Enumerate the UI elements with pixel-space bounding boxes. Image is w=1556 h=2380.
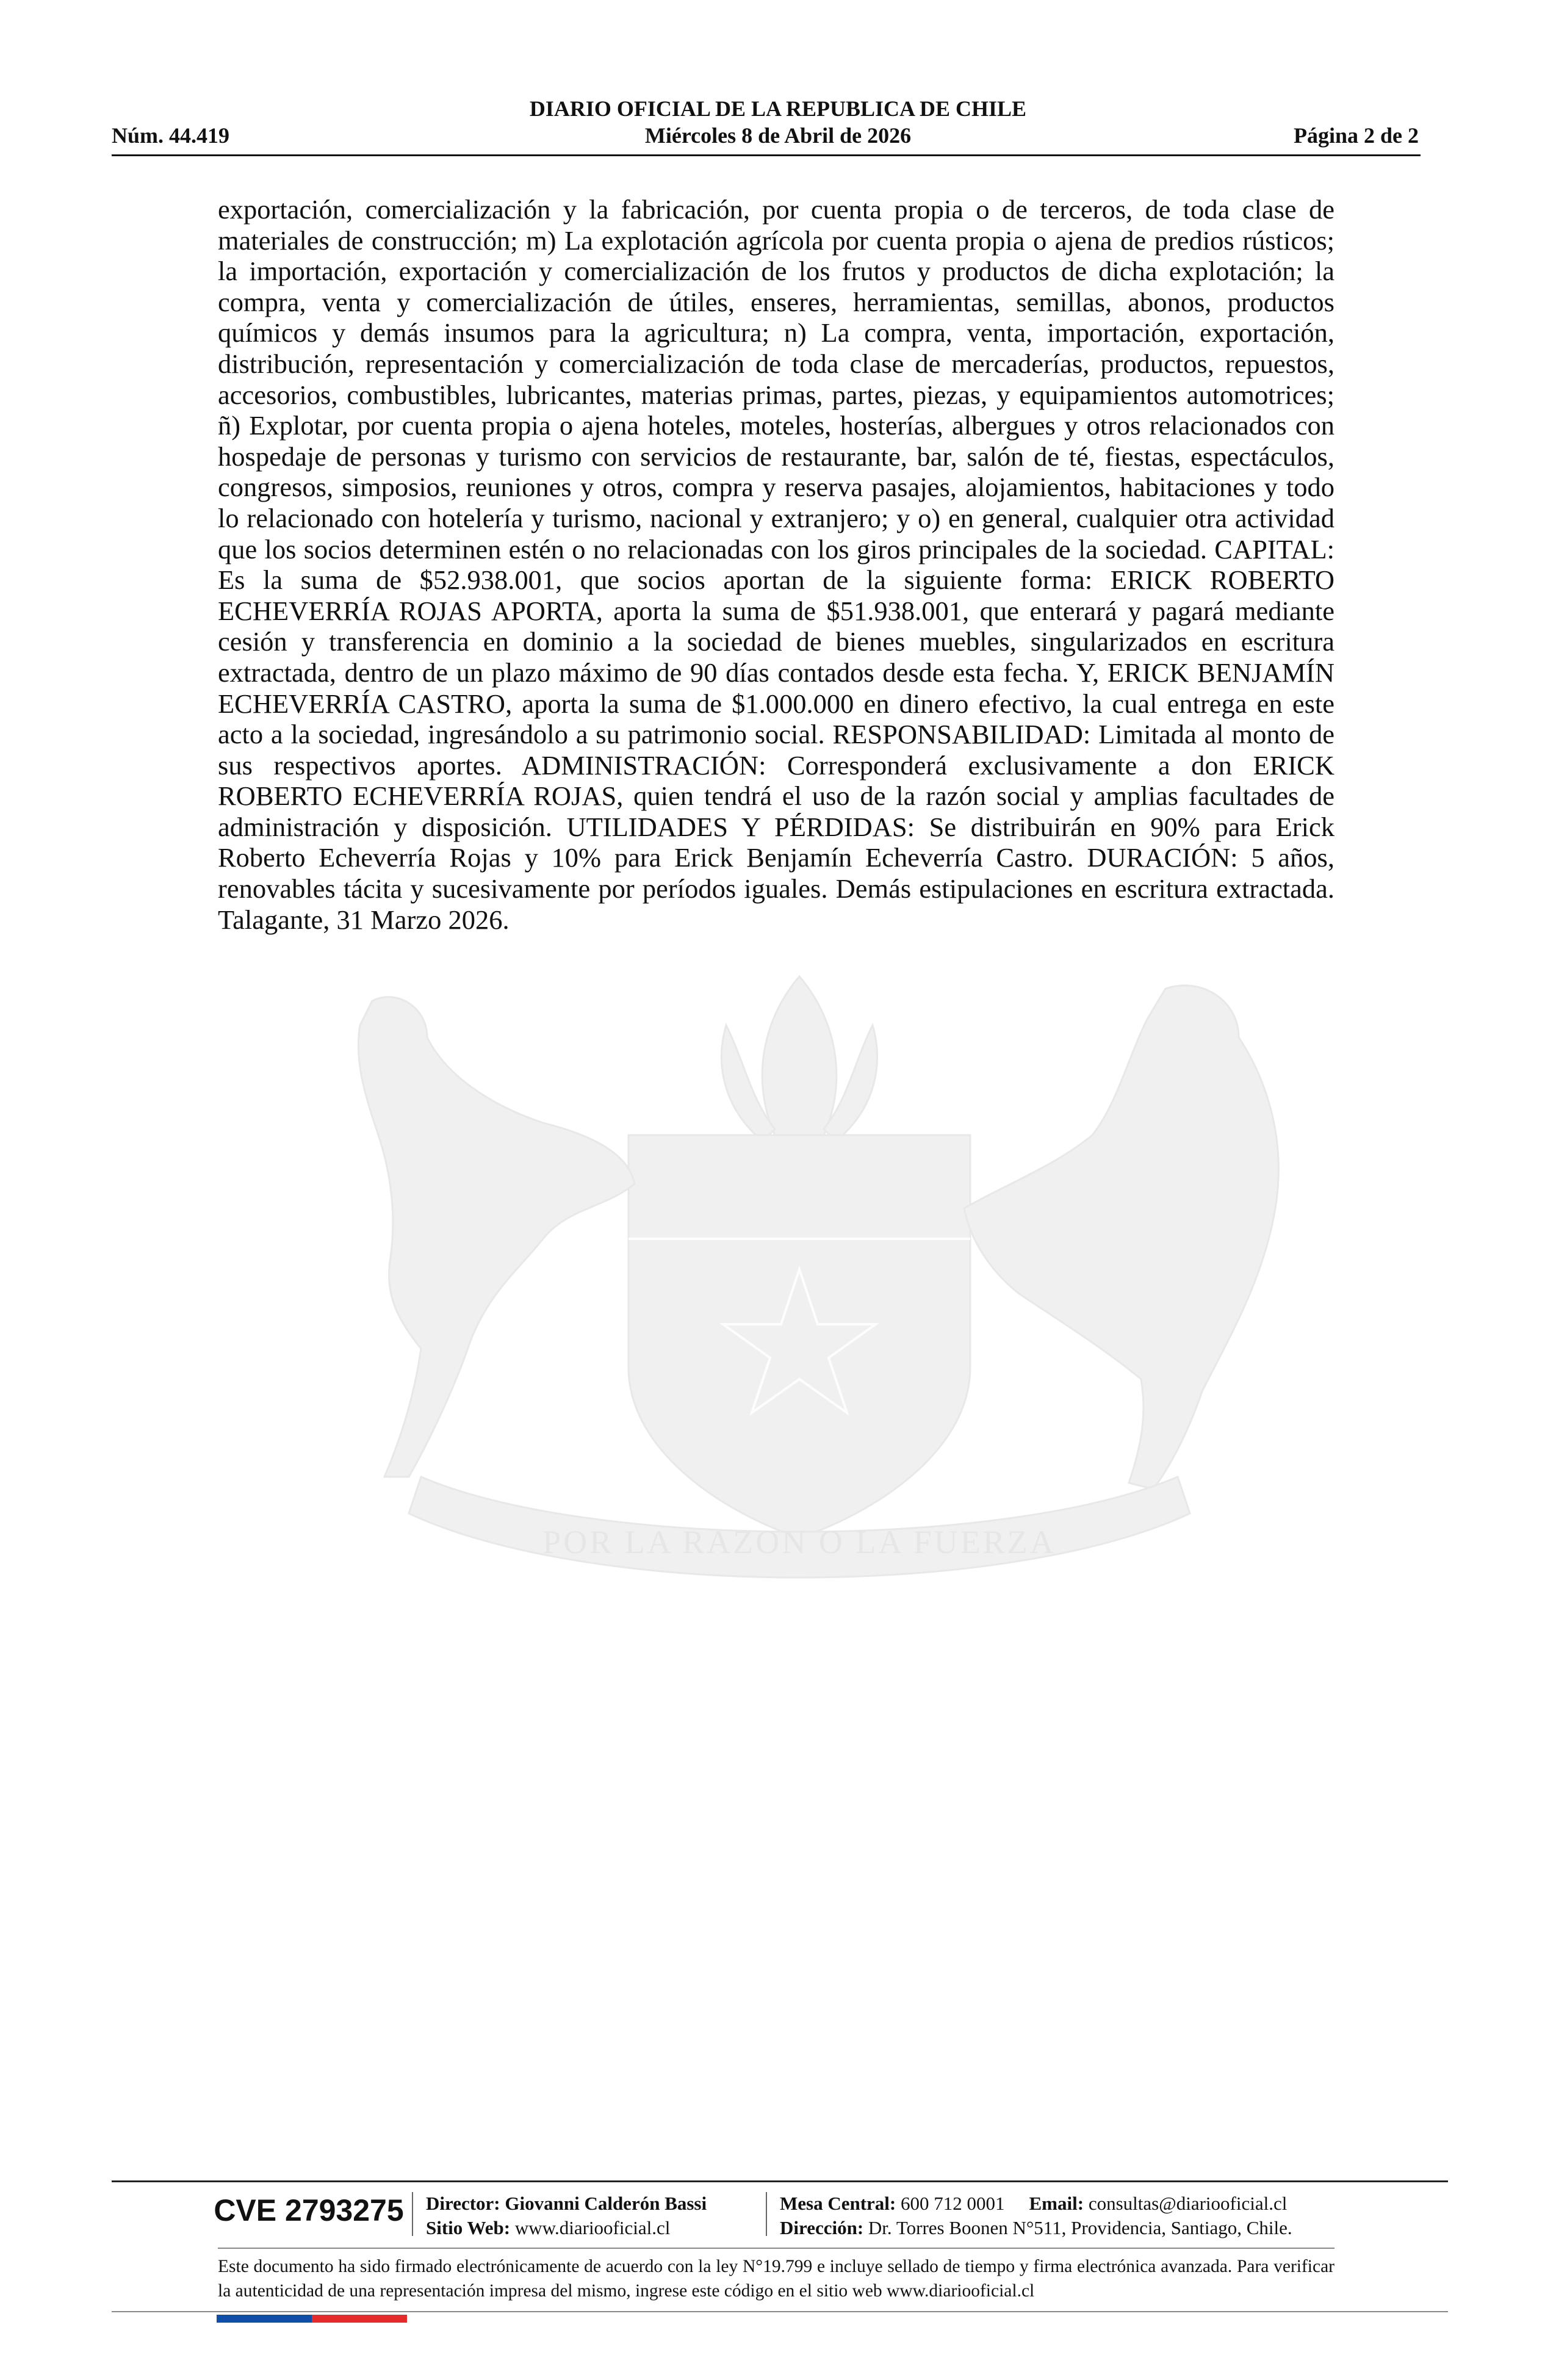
- newspaper-title: DIARIO OFICIAL DE LA REPUBLICA DE CHILE: [529, 96, 1027, 121]
- publication-body: exportación, comercialización y la fabricación, por cuenta propia o de terceros, de toda clase de materiales de construcción; m) La explotación agrícola por cuenta propia o ajena de predios rústicos; la importación, exportación y comercialización de los frutos y productos de dicha explotación; la compra, venta y comercialización de útiles, enseres, herramientas, semillas, abonos, productos químicos y demás insumos para la agricultura; n) La compra, venta, importación, exportación, distribución, representación y comercialización de toda clase de mercaderías, productos, repuestos, accesorios, combustibles, lubricantes, materias primas, partes, piezas, y equipamientos automotrices; ñ) Explotar, por cuenta propia o ajena hoteles, moteles, hosterías, albergues y otros relacionados con hospedaje de personas y turismo con servicios de restaurante, bar, salón de té, fiestas, espectáculos, congresos, simposios, reuniones y otros, compra y reserva pasajes, alojamientos, habitaciones y todo lo relacionado con hotelería y turismo, nacional y extranjero; y o) en general, cualquier otra actividad que los socios determinen estén o no relacionadas con los giros principales de la sociedad. CAPITAL: Es la suma de $52.938.001, que socios aportan de la siguiente forma: ERICK ROBERTO ECHEVERRÍA ROJAS APORTA, aporta la suma de $51.938.001, que enterará y pagará mediante cesión y transferencia en dominio a la sociedad de bienes muebles, singularizados en escritura extractada, dentro de un plazo máximo de 90 días contados desde esta fecha. Y, ERICK BENJAMÍN ECHEVERRÍA CASTRO, aporta la suma de $1.000.000 en dinero efectivo, la cual entrega en este acto a la sociedad, ingresándolo a su patrimonio social. RESPONSABILIDAD: Limitada al monto de sus respectivos aportes. ADMINISTRACIÓN: Corresponderá exclusivamente a don ERICK ROBERTO ECHEVERRÍA ROJAS, quien tendrá el uso de la razón social y amplias facultades de administración y disposición. UTILIDADES Y PÉRDIDAS: Se distribuirán en 90% para Erick Roberto Echeverría Rojas y 10% para Erick Benjamín Echeverría Castro. DURACIÓN: 5 años, renovables tácita y sucesivamente por períodos iguales. Demás estipulaciones en escritura extractada. Talagante, 31 Marzo 2026.: [218, 194, 1334, 935]
- coat-of-arms-watermark-icon: [287, 952, 1312, 1672]
- email-label: Email:: [1029, 2193, 1084, 2214]
- email-link[interactable]: consultas@diariooficial.cl: [1088, 2193, 1288, 2214]
- footer-director-block: [426, 2191, 707, 2240]
- website-link[interactable]: www.diariooficial.cl: [514, 2217, 671, 2238]
- flag-blue-segment: [217, 2315, 312, 2323]
- address-label: Dirección:: [780, 2217, 864, 2238]
- mesa-central-label: Mesa Central:: [780, 2193, 896, 2214]
- header-divider: [112, 154, 1421, 156]
- director-label: Director:: [426, 2193, 500, 2214]
- watermark-motto: POR LA RAZON O LA FUERZA: [542, 1524, 1056, 1560]
- footer-divider-middle: [218, 2248, 1334, 2249]
- footer-separator: [766, 2192, 767, 2236]
- flag-red-segment: [312, 2315, 407, 2323]
- footer-contact-block: [780, 2191, 1292, 2240]
- director-name: Giovanni Calderón Bassi: [505, 2193, 707, 2214]
- footer-separator: [412, 2192, 413, 2236]
- footer-divider-bottom: [112, 2311, 1448, 2312]
- footer-divider-top: [112, 2180, 1448, 2182]
- issue-date: Miércoles 8 de Abril de 2026: [644, 123, 912, 148]
- issue-number: Núm. 44.419: [112, 123, 230, 148]
- address-value: Dr. Torres Boonen N°511, Providencia, Santiago, Chile.: [868, 2217, 1292, 2238]
- mesa-central-phone: 600 712 0001: [901, 2193, 1005, 2214]
- cve-code: CVE 2793275: [214, 2193, 404, 2227]
- website-label: Sitio Web:: [426, 2217, 511, 2238]
- flag-color-bar: [217, 2315, 407, 2323]
- signature-disclaimer: Este documento ha sido firmado electrónicamente de acuerdo con la ley N°19.799 e incluye sellado de tiempo y firma electrónica avanzada. Para verificar la autenticidad de una representación impresa del mismo, ingrese este código en el sitio web www.diariooficial.cl: [218, 2257, 1334, 2301]
- page-indicator: Página 2 de 2: [1293, 123, 1419, 148]
